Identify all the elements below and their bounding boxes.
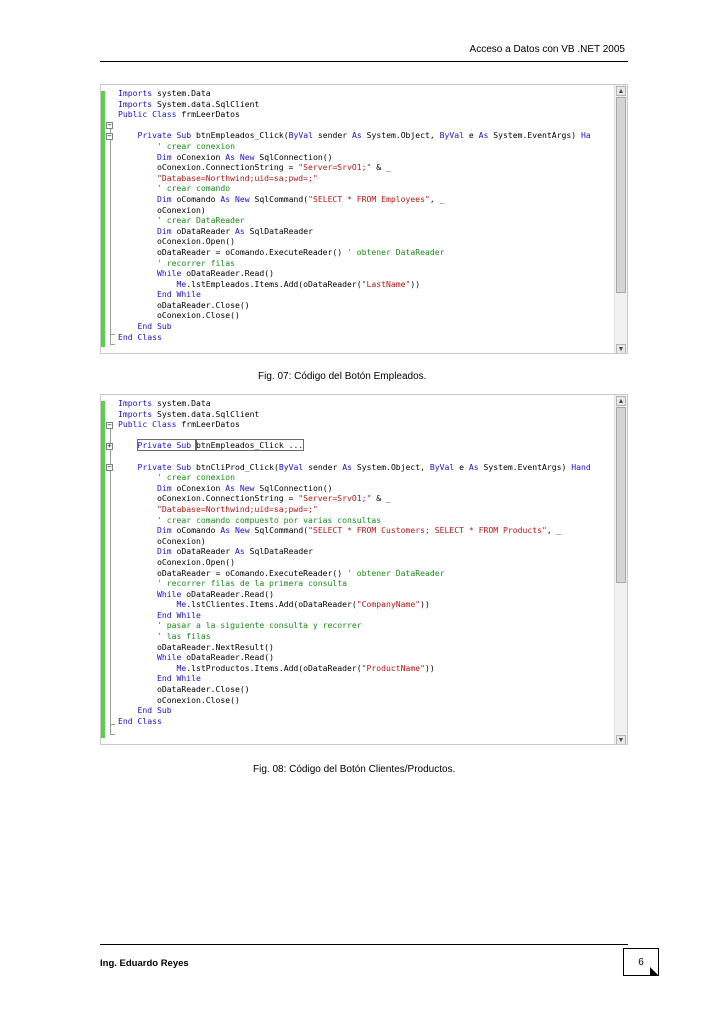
code-line (118, 599, 591, 610)
code-panel-figure-1 (100, 84, 628, 354)
scroll-thumb[interactable] (616, 407, 626, 583)
code-token: System.Object, (356, 461, 430, 472)
code-token: End While (156, 609, 201, 620)
code-token: oConexion.Open() (118, 556, 235, 567)
code-token: oConexion (176, 482, 226, 493)
code-token: "ProductName" (361, 662, 426, 673)
code-token: Ha (581, 130, 591, 141)
code-token: ' crear comando (156, 183, 231, 194)
code-panel-figure-2 (100, 394, 628, 745)
code-token: oDataReader.Read() (186, 652, 274, 663)
code-token: ByVal (288, 130, 318, 141)
code-line (118, 310, 591, 321)
code-token: ByVal (429, 461, 460, 472)
code-line (118, 130, 591, 141)
code-token: End While (156, 289, 201, 300)
code-token: Dim (156, 193, 177, 204)
code-token (118, 589, 157, 599)
code-token: oConexion) (118, 204, 206, 215)
code-token: oDataReader = oComando.ExecuteReader() (118, 567, 348, 578)
code-line (118, 120, 591, 131)
code-line (118, 589, 591, 600)
code-token: Private Sub (137, 440, 196, 451)
fold-end-tick (110, 344, 115, 345)
code-token: frmLeerDatos (181, 109, 240, 120)
scroll-thumb[interactable] (616, 97, 626, 293)
collapse-icon[interactable]: − (107, 121, 112, 129)
code-token (118, 462, 138, 472)
code-line (118, 226, 591, 237)
code-line (118, 279, 591, 290)
code-token (118, 268, 157, 278)
code-token: As (351, 130, 367, 141)
code-token: As New (220, 193, 255, 204)
code-token: oDataReader.Read() (186, 268, 274, 279)
code-token: "Database=Northwind;uid=sa;pwd=;" (156, 172, 318, 183)
code-token: oComando (176, 193, 221, 204)
code-token: Dim (156, 151, 177, 162)
code-token: System.EventArgs) (493, 130, 582, 141)
code-token: ' obtener DataReader (347, 246, 445, 257)
code-line (118, 398, 591, 409)
fold-end-tick (110, 724, 115, 725)
code-token: )) (410, 278, 421, 289)
code-token: System.EventArgs) (483, 461, 572, 472)
code-token: )) (420, 599, 430, 610)
code-line (118, 162, 591, 173)
code-line (118, 247, 591, 258)
code-line (118, 695, 591, 706)
code-token (118, 515, 157, 525)
code-token: ' crear comando compuesto por varias consultas (156, 514, 382, 525)
code-token: oDataReader.Close() (118, 299, 250, 310)
code-token: Dim (156, 482, 177, 493)
code-line (118, 173, 591, 184)
code-token: btnCliProd_Click( (195, 461, 279, 472)
code-line (118, 483, 591, 494)
code-token: Me (176, 278, 187, 289)
code-token: oDataReader.NextResult() (118, 641, 274, 652)
code-token (118, 440, 138, 450)
code-token: As (478, 130, 494, 141)
code-token: As (468, 461, 484, 472)
code-token (118, 599, 176, 609)
code-token: ' obtener DataReader (347, 567, 445, 578)
code-line (118, 205, 591, 216)
code-token (118, 152, 157, 162)
code-line (118, 578, 591, 589)
code-token: SqlDataReader (249, 546, 313, 557)
scroll-down-arrow-icon[interactable]: ▼ (617, 737, 625, 744)
code-line (118, 716, 591, 727)
code-line (118, 321, 591, 332)
code-token: oConexion (176, 151, 226, 162)
code-line (118, 684, 591, 695)
code-token (118, 130, 138, 140)
code-token: End Class (118, 331, 162, 342)
code-token: Imports (118, 408, 157, 419)
code-token: "Server=SrvO1;" (298, 162, 372, 173)
code-token: sender (317, 130, 352, 141)
code-token: e (459, 461, 469, 472)
code-token: "SELECT * FROM Employees" (308, 193, 430, 204)
code-token: btnEmpleados_Click ... (195, 440, 304, 451)
outline-line (110, 427, 111, 735)
footer-author: Ing. Eduardo Reyes (100, 958, 189, 969)
code-token: ByVal (278, 461, 309, 472)
code-token: End Sub (137, 705, 172, 716)
code-token: While (156, 268, 187, 279)
code-token: oConexion) (118, 535, 206, 546)
code-token (118, 141, 157, 151)
code-line (118, 141, 591, 152)
code-token: "SELECT * FROM Customers; SELECT * FROM Products" (308, 525, 547, 536)
code-line (118, 430, 591, 441)
fold-end-tick (110, 734, 115, 735)
code-token (118, 610, 157, 620)
code-token (118, 673, 157, 683)
code-line (118, 268, 591, 279)
code-token: SqlCommand( (254, 193, 309, 204)
code-token: Me (176, 599, 187, 610)
code-token: Me (176, 662, 187, 673)
code-token (118, 173, 157, 183)
code-token: system.Data (156, 398, 211, 408)
header-title: Acceso a Datos con VB .NET 2005 (469, 44, 625, 55)
header-rule (100, 61, 628, 62)
code-token: e (468, 130, 479, 141)
collapse-icon[interactable]: − (107, 463, 112, 471)
code-token: Imports (118, 88, 157, 98)
code-line (118, 451, 591, 462)
code-token: oDataReader.Close() (118, 684, 250, 695)
code-token (118, 258, 157, 268)
code-token: ' recorrer filas (156, 257, 235, 268)
code-line (118, 409, 591, 420)
page-corner-fold (650, 967, 659, 976)
vertical-scrollbar[interactable] (614, 85, 627, 354)
code-token: End Sub (137, 321, 172, 332)
code-token: oDataReader (176, 546, 235, 557)
code-token: oDataReader (176, 225, 235, 236)
code-line (118, 194, 591, 205)
code-token: oConexion.ConnectionString = (118, 162, 299, 173)
code-line (118, 652, 591, 663)
code-token: End Class (118, 715, 162, 726)
code-line (118, 332, 591, 343)
code-line (118, 152, 591, 163)
code-line (118, 462, 591, 473)
page-number-text: 6 (638, 956, 644, 968)
code-listing (118, 88, 591, 342)
code-token: ' recorrer filas de la primera consulta (156, 578, 348, 589)
code-line (118, 300, 591, 311)
code-token: As (342, 461, 357, 472)
code-token: As (234, 546, 250, 557)
code-token (118, 289, 157, 299)
code-token: .lstProductos.Items.Add(oDataReader( (186, 662, 362, 673)
code-token: Imports (118, 398, 157, 408)
code-token (118, 194, 157, 204)
collapse-icon[interactable]: − (107, 132, 112, 140)
fold-end-tick (110, 334, 115, 335)
change-bar (101, 401, 105, 738)
collapse-icon[interactable]: + (107, 442, 112, 450)
code-token: oComando (176, 525, 221, 536)
code-token (118, 620, 157, 630)
code-line (118, 557, 591, 568)
code-token: As New (225, 151, 260, 162)
figure-caption: Fig. 08: Código del Botón Clientes/Productos. (253, 764, 456, 775)
code-token: & _ (371, 162, 391, 173)
code-line (118, 515, 591, 526)
code-token: "LastName" (361, 278, 411, 289)
code-line (118, 109, 591, 120)
code-token (118, 631, 157, 641)
collapse-icon[interactable]: − (107, 421, 112, 429)
code-token: oConexion.ConnectionString = (118, 493, 299, 504)
code-token: SqlCommand( (254, 525, 309, 536)
code-token: Hand (571, 461, 591, 472)
code-token: SqlConnection() (259, 151, 333, 162)
code-token (118, 663, 176, 673)
code-token (118, 226, 157, 236)
scroll-up-arrow-icon[interactable]: ▲ (617, 398, 625, 405)
code-token: End While (156, 673, 201, 684)
code-token: As (234, 225, 250, 236)
change-bar (101, 91, 105, 347)
code-line (118, 440, 591, 451)
code-line (118, 705, 591, 716)
code-token (118, 215, 157, 225)
code-token: frmLeerDatos (181, 419, 240, 430)
code-token: sender (308, 461, 343, 472)
code-token: SqlDataReader (249, 225, 313, 236)
code-token: , _ (429, 193, 445, 204)
code-token: Public Class (118, 419, 182, 430)
code-token (118, 546, 157, 556)
code-line (118, 88, 591, 99)
code-token (118, 279, 176, 289)
code-token: .lstClientes.Items.Add(oDataReader( (186, 599, 357, 610)
code-token: Private Sub (137, 130, 196, 141)
code-line (118, 419, 591, 430)
code-line (118, 258, 591, 269)
code-token (118, 483, 157, 493)
code-token (118, 472, 157, 482)
vertical-scrollbar[interactable] (614, 395, 627, 745)
figure-caption: Fig. 07: Código del Botón Empleados. (258, 371, 427, 382)
code-line (118, 525, 591, 536)
code-token: ' crear conexion (156, 140, 235, 151)
code-line (118, 536, 591, 547)
code-token: Public Class (118, 109, 182, 120)
code-token: System.data.SqlClient (156, 408, 260, 419)
code-token: "Server=SrvO1;" (298, 493, 372, 504)
code-token: System.data.SqlClient (156, 98, 260, 109)
code-line (118, 504, 591, 515)
code-token: ByVal (439, 130, 469, 141)
code-token: & _ (371, 493, 391, 504)
code-token: oConexion.Open() (118, 236, 235, 247)
code-line (118, 620, 591, 631)
code-token: oConexion.Close() (118, 310, 240, 321)
code-token (118, 321, 138, 331)
code-token: btnEmpleados_Click( (195, 130, 289, 141)
footer-rule (100, 944, 628, 945)
code-token: "Database=Northwind;uid=sa;pwd=;" (156, 503, 318, 514)
code-line (118, 99, 591, 110)
code-token: Dim (156, 225, 177, 236)
code-line (118, 493, 591, 504)
scroll-down-arrow-icon[interactable]: ▼ (617, 346, 625, 353)
code-token: system.Data (156, 88, 211, 98)
code-token: oDataReader.Read() (186, 588, 274, 599)
code-token: ' las filas (156, 631, 211, 642)
code-line (118, 673, 591, 684)
code-line (118, 663, 591, 674)
code-token: As New (220, 525, 255, 536)
code-token: .lstEmpleados.Items.Add(oDataReader( (186, 278, 362, 289)
code-token: System.Object, (366, 130, 440, 141)
code-line (118, 472, 591, 483)
code-token (118, 504, 157, 514)
code-line (118, 183, 591, 194)
code-token: While (156, 652, 187, 663)
code-token: SqlConnection() (259, 482, 333, 493)
code-token: Private Sub (137, 461, 196, 472)
code-token (118, 525, 157, 535)
code-token: )) (425, 662, 435, 673)
code-token: oConexion.Close() (118, 694, 240, 705)
code-token: Imports (118, 98, 157, 109)
code-line (118, 289, 591, 300)
code-token: ' crear conexion (156, 472, 235, 483)
code-token: As New (225, 482, 260, 493)
code-token (118, 652, 157, 662)
code-line (118, 236, 591, 247)
code-token: oDataReader = oComando.ExecuteReader() (118, 246, 348, 257)
code-token: , _ (546, 525, 562, 536)
code-line (118, 642, 591, 653)
code-token (118, 578, 157, 588)
outline-line (110, 127, 111, 345)
code-token: "CompanyName" (356, 599, 421, 610)
code-line (118, 546, 591, 557)
code-line (118, 568, 591, 579)
code-token: ' pasar a la siguiente consulta y recorrer (156, 620, 362, 631)
code-line (118, 215, 591, 226)
code-token: While (156, 588, 187, 599)
code-listing (118, 398, 591, 726)
code-line (118, 631, 591, 642)
scroll-up-arrow-icon[interactable]: ▲ (617, 88, 625, 95)
code-token: Dim (156, 525, 177, 536)
code-token: ' crear DataReader (156, 215, 245, 226)
code-token: Dim (156, 546, 177, 557)
code-token (118, 705, 138, 715)
code-token (118, 183, 157, 193)
code-line (118, 610, 591, 621)
